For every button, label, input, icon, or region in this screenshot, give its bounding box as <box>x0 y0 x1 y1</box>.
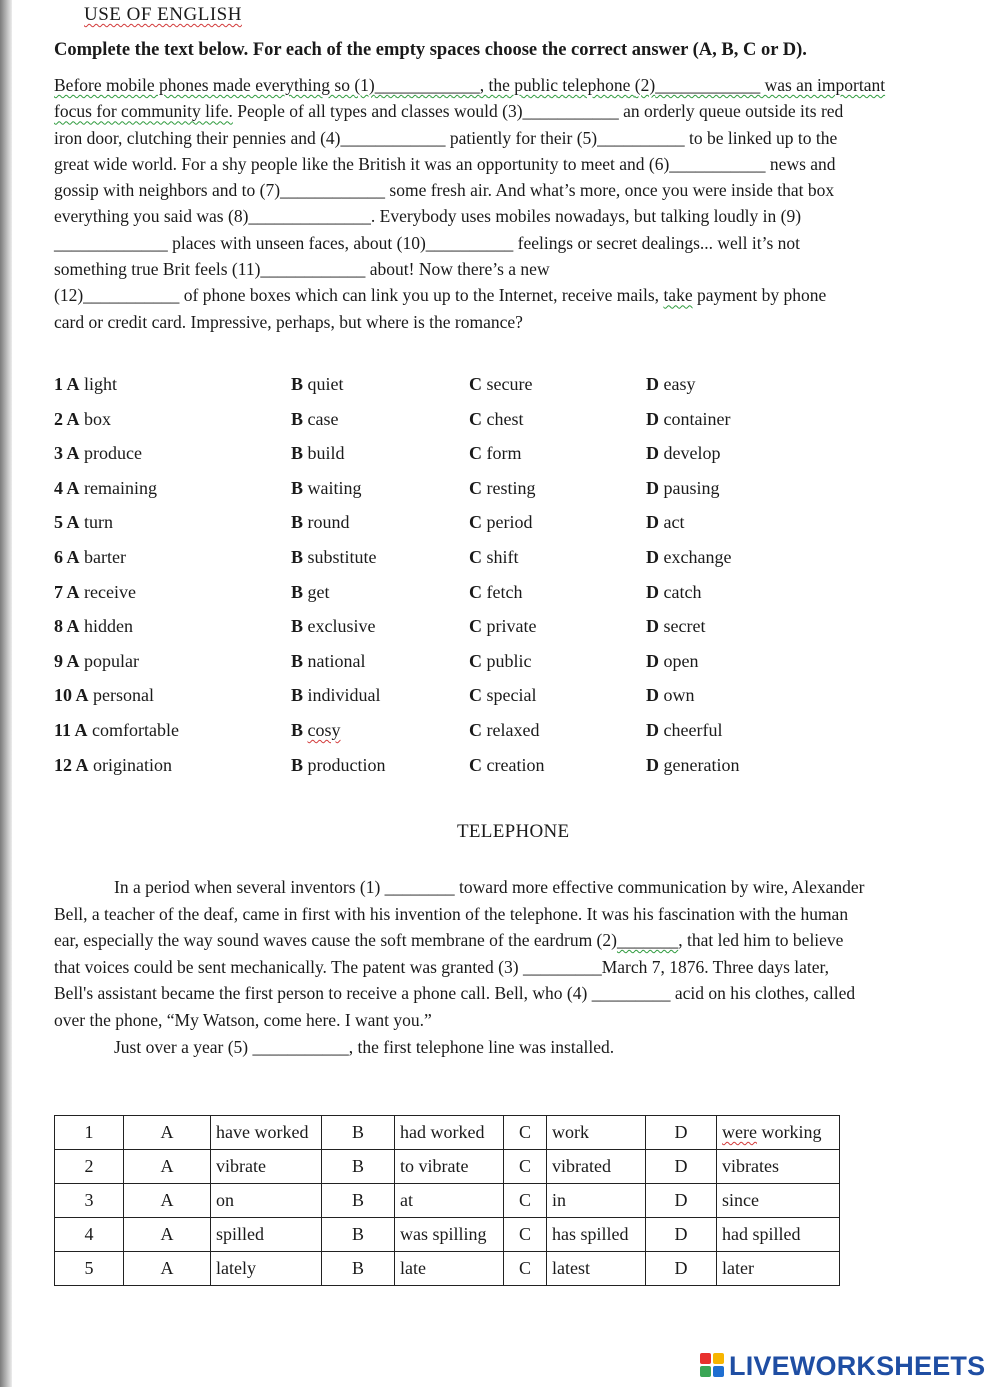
passage-line <box>54 72 984 98</box>
passage-phone-boxes <box>54 72 984 335</box>
option-d[interactable]: exchange <box>663 546 732 567</box>
option-d[interactable]: act <box>663 512 685 533</box>
option-a[interactable]: remaining <box>84 477 157 498</box>
option-a[interactable]: box <box>84 408 112 429</box>
answer-cell[interactable]: vibrate <box>211 1150 322 1184</box>
table-row: 3 A on B at C in D since <box>55 1184 840 1218</box>
answer-cell[interactable]: had worked <box>395 1116 504 1150</box>
option-d[interactable]: secret <box>663 616 706 637</box>
option-b[interactable]: waiting <box>307 477 362 498</box>
answer-cell[interactable]: lately <box>211 1252 322 1286</box>
answer-cell[interactable]: were working <box>717 1116 840 1150</box>
gap-number: (8) <box>228 206 249 227</box>
table-row: 1 A have worked B had worked C work D were working <box>55 1116 840 1150</box>
option-row: 7 A receive B get C fetch D catch <box>54 581 702 602</box>
passage-line: Just over a year (5) ___________, the first telephone line was installed. <box>114 1036 615 1057</box>
option-b[interactable]: case <box>307 408 339 429</box>
answer-blank[interactable]: ___________ <box>252 1036 349 1057</box>
answer-blank[interactable]: ___________ <box>669 153 766 174</box>
option-b[interactable]: national <box>307 650 366 671</box>
answer-blank[interactable]: _________ <box>522 956 602 977</box>
option-c[interactable]: form <box>486 443 522 464</box>
option-b[interactable]: individual <box>307 685 381 706</box>
option-b[interactable]: cosy <box>307 719 341 740</box>
page-edge-shadow <box>0 0 12 1387</box>
table-row: 2 A vibrate B to vibrate C vibrated D vibrates <box>55 1150 840 1184</box>
worksheet-page <box>12 0 1000 1387</box>
passage-line: ear, especially the way sound waves cause the soft membrane of the eardrum (2)_______, that led him to believe <box>54 930 844 951</box>
option-a[interactable]: turn <box>84 512 114 533</box>
answer-cell[interactable]: latest <box>547 1252 646 1286</box>
option-c[interactable]: public <box>486 650 532 671</box>
answer-cell[interactable]: was spilling <box>395 1218 504 1252</box>
passage-line: card or credit card. Impressive, perhaps, but where is the romance? <box>54 311 523 332</box>
option-d[interactable]: own <box>663 685 695 706</box>
option-c[interactable]: period <box>486 512 533 533</box>
option-a[interactable]: comfortable <box>92 719 179 740</box>
passage-line: Bell's assistant became the first person to receive a phone call. Bell, who (4) _________ acid on his clothes, called <box>54 983 856 1004</box>
gap-number: (6) <box>648 153 670 174</box>
option-c[interactable]: creation <box>486 754 545 775</box>
option-row: 8 A hidden B exclusive C private D secret <box>54 616 706 637</box>
passage-line: Bell, a teacher of the deaf, came in first with his invention of the telephone. It was his fascination with the human <box>54 903 849 924</box>
answer-blank[interactable]: _________ <box>591 983 671 1004</box>
gap-number: (7) <box>259 180 281 201</box>
option-d[interactable]: container <box>663 408 731 429</box>
option-b[interactable]: production <box>307 754 386 775</box>
gap-number: (10) <box>396 232 426 253</box>
option-d[interactable]: catch <box>663 581 702 602</box>
gap-number: (3) <box>502 101 523 122</box>
answer-cell[interactable]: had spilled <box>717 1218 840 1252</box>
answer-cell[interactable]: late <box>395 1252 504 1286</box>
option-row: 4 A remaining B waiting C resting D pausing <box>54 477 720 498</box>
option-b[interactable]: build <box>307 443 345 464</box>
answer-cell[interactable]: spilled <box>211 1218 322 1252</box>
passage-line: something true Brit feels (11)____________ about! Now there’s a new <box>54 259 550 280</box>
option-c[interactable]: resting <box>486 477 536 498</box>
passage-line: _____________ places with unseen faces, about (10)__________ feelings or secret dealings... well it’s not <box>54 232 801 253</box>
option-b[interactable]: substitute <box>307 546 377 567</box>
passage-line: iron door, clutching their pennies and (4)____________ patiently for their (5)__________ to be linked up to the <box>54 127 838 148</box>
option-c[interactable]: private <box>486 616 537 637</box>
option-row: 3 A produce B build C form D develop <box>54 443 721 464</box>
answer-blank[interactable]: ________ <box>384 877 455 897</box>
option-row: 1 A light B quiet C secure D easy <box>54 374 696 394</box>
passage-line: that voices could be sent mechanically. The patent was granted (3) _________March 7, 1876. Three days later, <box>54 956 830 977</box>
answer-blank[interactable]: ____________ <box>655 75 761 95</box>
option-row: 2 A box B case C chest D container <box>54 408 731 429</box>
option-c[interactable]: shift <box>486 546 519 567</box>
option-d[interactable]: generation <box>663 754 740 775</box>
option-a[interactable]: origination <box>93 754 173 775</box>
answer-blank[interactable]: ___________ <box>522 101 619 122</box>
option-row: 9 A popular B national C public D open <box>54 650 699 671</box>
answer-cell[interactable]: on <box>211 1184 322 1218</box>
section-title: TELEPHONE <box>457 821 570 842</box>
option-a[interactable]: personal <box>93 685 154 706</box>
gap-number: (12) <box>54 285 84 306</box>
answer-blank[interactable]: _______ <box>616 930 679 951</box>
answer-table <box>54 1115 840 1286</box>
option-b[interactable]: round <box>307 512 350 533</box>
answer-cell[interactable]: since <box>717 1184 840 1218</box>
answer-blank[interactable]: ____________ <box>260 259 366 280</box>
passage-line: gossip with neighbors and to (7)____________ some fresh air. And what’s more, once you were inside that box <box>54 180 835 201</box>
table-row: 4 A spilled B was spilling C has spilled D had spilled <box>55 1218 840 1252</box>
answer-blank[interactable]: __________ <box>425 232 514 253</box>
option-d[interactable]: pausing <box>663 477 720 498</box>
answer-blank[interactable]: ___________ <box>83 285 180 306</box>
gap-number: (2) <box>634 75 656 95</box>
gap-number: (5) <box>576 127 598 148</box>
passage-line: focus for community life. People of all types and classes would (3)___________ an orderly queue outside its red <box>54 101 844 122</box>
answer-blank[interactable]: _____________ <box>54 232 168 253</box>
option-d[interactable]: easy <box>663 374 696 394</box>
page-heading: USE OF ENGLISH <box>84 4 242 25</box>
gap-number: (11) <box>231 259 261 280</box>
option-c[interactable]: special <box>486 685 537 706</box>
option-a[interactable]: hidden <box>84 616 134 637</box>
answer-cell[interactable]: work <box>547 1116 646 1150</box>
answer-cell[interactable]: in <box>547 1184 646 1218</box>
option-a[interactable]: light <box>84 374 118 394</box>
option-b[interactable]: exclusive <box>307 616 376 637</box>
answer-cell[interactable]: vibrates <box>717 1150 840 1184</box>
option-c[interactable]: relaxed <box>486 719 540 740</box>
text-segment: focus for community life. <box>54 101 233 122</box>
answer-blank[interactable]: __________ <box>597 127 685 148</box>
option-c[interactable]: fetch <box>486 581 523 602</box>
gap-number: (4) <box>320 127 341 148</box>
answer-cell[interactable]: at <box>395 1184 504 1218</box>
passage-line: everything you said was (8)______________. Everybody uses mobiles nowadays, but talking loudly in (9) <box>54 206 802 227</box>
option-row: 12 A origination B production C creation D generation <box>54 754 740 775</box>
option-d[interactable]: develop <box>663 443 721 464</box>
answer-blank[interactable]: ______________ <box>248 206 371 227</box>
option-a[interactable]: produce <box>84 443 142 464</box>
option-a[interactable]: barter <box>84 546 126 567</box>
passage-line: over the phone, “My Watson, come here. I want you.” <box>54 1009 432 1030</box>
logo-text: LIVEWORKSHEETS <box>729 1350 986 1381</box>
answer-cell[interactable]: has spilled <box>547 1218 646 1252</box>
option-row: 10 A personal B individual C special D own <box>54 685 695 706</box>
answer-cell[interactable]: have worked <box>211 1116 322 1150</box>
answer-blank[interactable]: ____________ <box>374 75 480 95</box>
gap-number: (1) <box>354 75 375 95</box>
table-row: 5 A lately B late C latest D later <box>55 1252 840 1286</box>
multiple-choice-options <box>54 370 954 785</box>
text-segment: Before mobile phones made everything so (1)____________, the public telephone (2)____________ was an important <box>54 75 886 95</box>
option-a[interactable]: popular <box>84 650 139 671</box>
option-b[interactable]: get <box>307 581 330 602</box>
option-b[interactable]: quiet <box>307 374 344 394</box>
passage-line: (12)___________ of phone boxes which can link you up to the Internet, receive mails, take payment by phone <box>54 285 827 306</box>
logo-grid-icon <box>700 1353 726 1379</box>
liveworksheets-logo <box>700 1350 985 1382</box>
option-d[interactable]: open <box>663 650 699 671</box>
text-segment: take <box>663 285 693 306</box>
answer-cell[interactable]: later <box>717 1252 840 1286</box>
answer-blank[interactable]: ____________ <box>340 127 446 148</box>
option-a[interactable]: receive <box>84 581 136 602</box>
passage-line: great wide world. For a shy people like the British it was an opportunity to meet and (6)___________ news and <box>54 153 836 174</box>
passage-line: In a period when several inventors (1) ________ toward more effective communication by wire, Alexander <box>114 877 865 897</box>
instructions: Complete the text below. For each of the empty spaces choose the correct answer (A, B, C or D). <box>54 40 807 60</box>
option-row: 6 A barter B substitute C shift D exchange <box>54 546 732 567</box>
answer-cell[interactable]: to vibrate <box>395 1150 504 1184</box>
answer-cell[interactable]: vibrated <box>547 1150 646 1184</box>
gap-number: (9) <box>780 206 802 227</box>
option-d[interactable]: cheerful <box>663 719 723 740</box>
option-c[interactable]: secure <box>486 374 533 394</box>
option-c[interactable]: chest <box>486 408 524 429</box>
passage-telephone <box>54 874 989 1060</box>
option-row: 11 A comfortable B cosy C relaxed D cheerful <box>54 719 723 740</box>
option-row: 5 A turn B round C period D act <box>54 512 685 533</box>
answer-blank[interactable]: ____________ <box>280 180 386 201</box>
